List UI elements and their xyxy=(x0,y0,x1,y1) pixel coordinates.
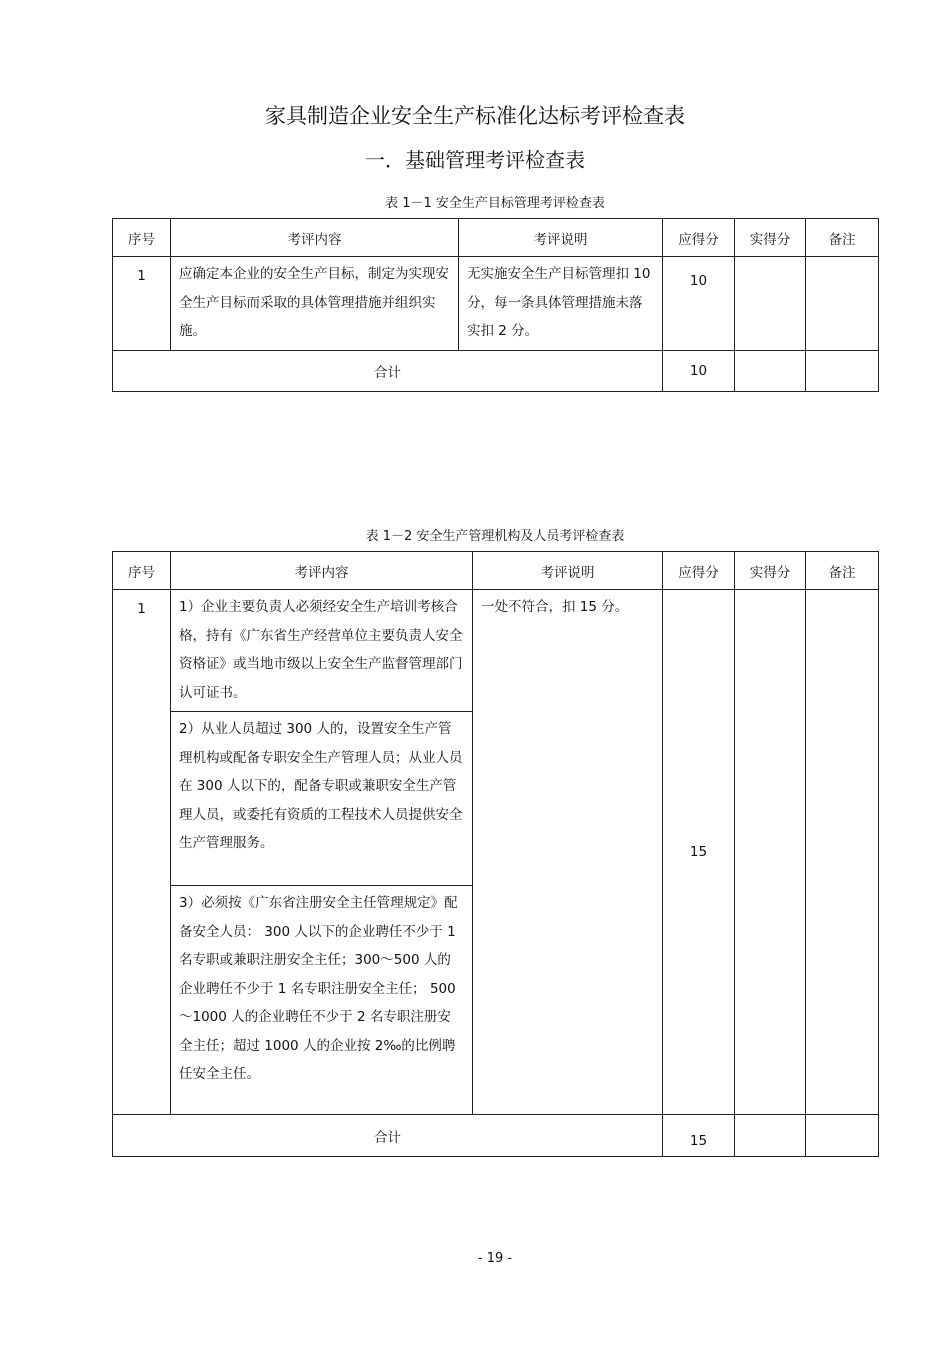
total-label: 合计 xyxy=(113,350,663,391)
total-note xyxy=(806,350,879,391)
total-note xyxy=(806,1115,879,1157)
total-actual xyxy=(735,1115,806,1157)
row-actual-score xyxy=(735,257,806,351)
page-number: - 19 - xyxy=(477,1251,513,1266)
organization-personnel-table xyxy=(112,551,879,1157)
row-max-score: 10 xyxy=(663,257,735,351)
total-score: 15 xyxy=(663,1115,735,1157)
header-note: 备注 xyxy=(806,552,879,590)
row-content: 应确定本企业的安全生产目标，制定为实现安全生产目标而采取的具体管理措施并组织实施。 xyxy=(171,257,459,351)
row-description: 无实施安全生产目标管理扣 10 分，每一条具体管理措施未落实扣 2 分。 xyxy=(459,257,663,351)
table-header-row xyxy=(113,219,879,257)
total-label: 合计 xyxy=(113,1115,663,1157)
row-content-item-1: 1）企业主要负责人必须经安全生产培训考核合格，持有《广东省生产经营单位主要负责人安全资格证》或当地市级以上安全生产监督管理部门认可证书。 xyxy=(171,590,473,712)
header-actual-score: 实得分 xyxy=(735,219,806,257)
row-max-score: 15 xyxy=(663,590,735,1115)
row-number: 1 xyxy=(113,257,171,351)
table-row xyxy=(113,590,879,712)
total-score: 10 xyxy=(663,350,735,391)
header-no: 序号 xyxy=(113,219,171,257)
row-actual-score xyxy=(735,590,806,1115)
header-description: 考评说明 xyxy=(473,552,663,590)
header-content: 考评内容 xyxy=(171,552,473,590)
table1-caption: 表 1－1 安全生产目标管理考评检查表 xyxy=(385,196,605,211)
section-title: 一．基础管理考评检查表 xyxy=(365,148,585,172)
row-content-item-2: 2）从业人员超过 300 人的，设置安全生产管理机构或配备专职安全生产管理人员；从业人员在 300 人以下的，配备专职或兼职安全生产管理人员，或委托有资质的工程技术人员提供安全生产管理服务。 xyxy=(171,712,473,886)
row-note xyxy=(806,590,879,1115)
total-row xyxy=(113,1115,879,1157)
row-content-item-3: 3）必须按《广东省注册安全主任管理规定》配备安全人员： 300 人以下的企业聘任不少于 1 名专职或兼职注册安全主任；300～500 人的企业聘任不少于 1 名专职注册安全主任； 500～1000 人的企业聘任不少于 2 名专职注册安全主任；超过 1000 人的企业按 2‰的比例聘任安全主任。 xyxy=(171,886,473,1115)
header-note: 备注 xyxy=(806,219,879,257)
row-number: 1 xyxy=(113,590,171,1115)
header-actual-score: 实得分 xyxy=(735,552,806,590)
document-title: 家具制造企业安全生产标准化达标考评检查表 xyxy=(265,104,685,128)
header-max-score: 应得分 xyxy=(663,552,735,590)
target-management-table xyxy=(112,218,879,392)
header-no: 序号 xyxy=(113,552,171,590)
header-description: 考评说明 xyxy=(459,219,663,257)
header-content: 考评内容 xyxy=(171,219,459,257)
table2-caption: 表 1－2 安全生产管理机构及人员考评检查表 xyxy=(365,529,625,544)
table-row xyxy=(113,257,879,351)
header-max-score: 应得分 xyxy=(663,219,735,257)
row-note xyxy=(806,257,879,351)
table-header-row xyxy=(113,552,879,590)
row-description: 一处不符合，扣 15 分。 xyxy=(473,590,663,1115)
total-actual xyxy=(735,350,806,391)
total-row xyxy=(113,350,879,391)
